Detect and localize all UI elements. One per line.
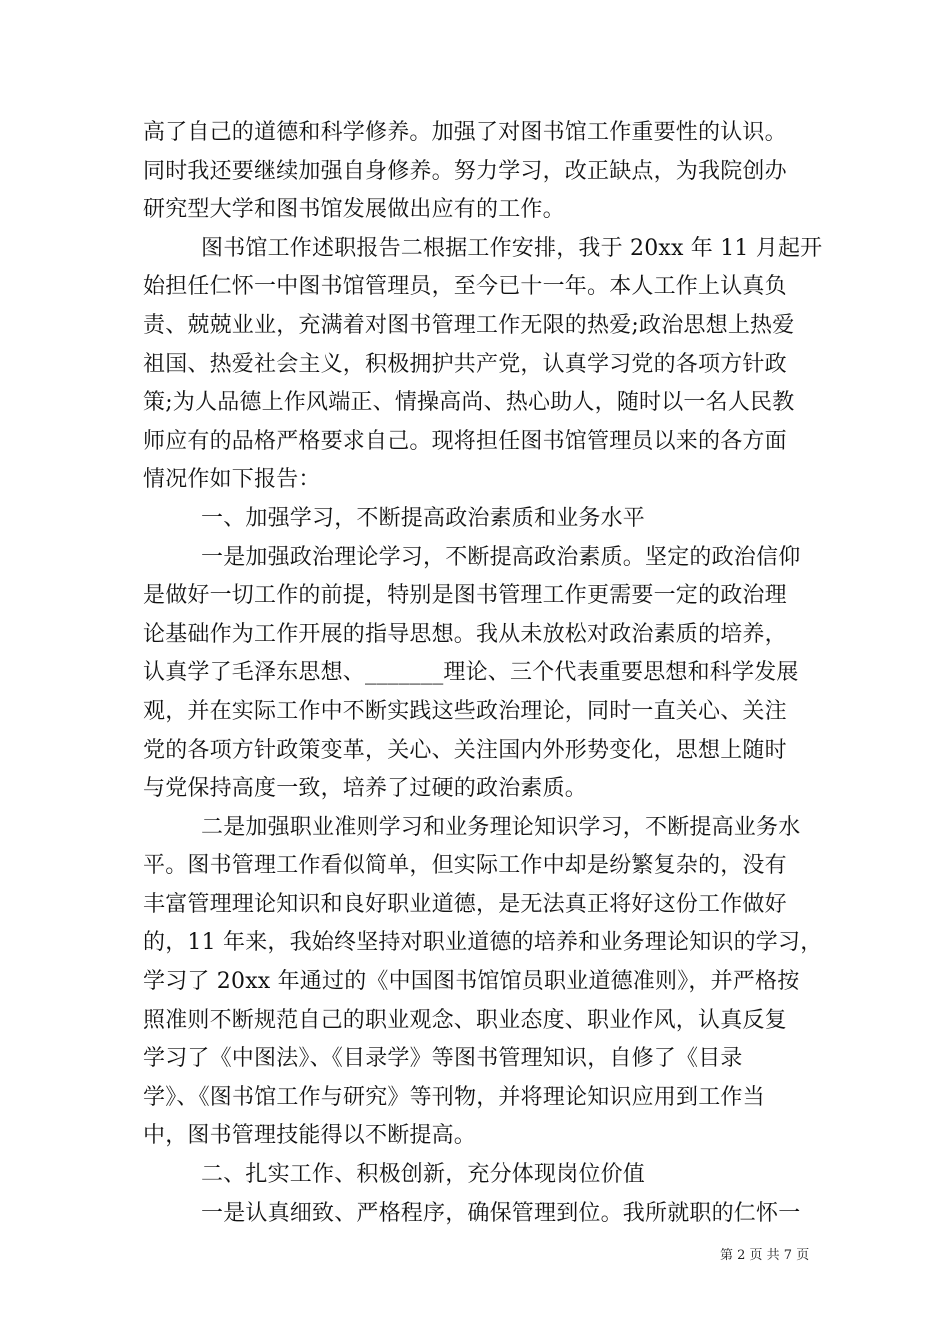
text-line: 学习了 20xx 年通过的《中国图书馆馆员职业道德准则》，并严格按 (143, 969, 800, 995)
paragraph-start: 图书馆工作述职报告二根据工作安排，我于 20xx 年 11 月起开 (201, 235, 823, 261)
text-line: 照准则不断规范自己的职业观念、职业态度、职业作风，认真反复 (143, 1007, 787, 1033)
text-line: 学习了《中图法》、《目录学》等图书管理知识，自修了《目录 (143, 1046, 743, 1072)
text-line: 情况作如下报告： (143, 467, 321, 493)
text-line: 丰富管理理论知识和良好职业道德，是无法真正将好这份工作做好 (143, 891, 787, 917)
document-body (143, 114, 823, 1233)
paragraph-start: 二是加强职业准则学习和业务理论知识学习，不断提高业务水 (201, 814, 801, 840)
text-line: 责、兢兢业业，充满着对图书管理工作无限的热爱;政治思想上热爱 (143, 312, 795, 338)
section-heading: 一、加强学习，不断提高政治素质和业务水平 (201, 505, 646, 531)
text-line: 是做好一切工作的前提，特别是图书管理工作更需要一定的政治理 (143, 583, 787, 609)
section-heading: 二、扎实工作、积极创新，充分体现岗位价值 (201, 1162, 646, 1188)
text-line: 祖国、热爱社会主义，积极拥护共产党，认真学习党的各项方针政 (143, 351, 787, 377)
text-line: 中，图书管理技能得以不断提高。 (143, 1123, 477, 1149)
text-line: 平。图书管理工作看似简单，但实际工作中却是纷繁复杂的，没有 (143, 853, 787, 879)
text-line: 论基础作为工作开展的指导思想。我从未放松对政治素质的培养， (143, 621, 787, 647)
text-line: 策;为人品德上作风端正、情操高尚、热心助人，随时以一名人民教 (143, 390, 795, 416)
text-line: 观，并在实际工作中不断实践这些政治理论，同时一直关心、关注 (143, 698, 787, 724)
text-line: 同时我还要继续加强自身修养。努力学习，改正缺点，为我院创办 (143, 158, 787, 184)
text-line: 党的各项方针政策变革，关心、关注国内外形势变化，思想上随时 (143, 737, 787, 763)
text-line: 高了自己的道德和科学修养。加强了对图书馆工作重要性的认识。 (143, 120, 787, 145)
text-line: 始担任仁怀一中图书馆管理员，至今已十一年。本人工作上认真负 (143, 274, 787, 300)
text-line: 研究型大学和图书馆发展做出应有的工作。 (143, 197, 565, 223)
paragraph-start: 一是认真细致、严格程序，确保管理到位。我所就职的仁怀一 (201, 1200, 801, 1226)
text-line: 师应有的品格严格要求自己。现将担任图书馆管理员以来的各方面 (143, 428, 787, 454)
paragraph-start: 一是加强政治理论学习，不断提高政治素质。坚定的政治信仰 (201, 544, 801, 570)
text-line: 认真学了毛泽东思想、_______理论、三个代表重要思想和科学发展 (143, 660, 799, 686)
text-line: 学》、《图书馆工作与研究》等刊物，并将理论知识应用到工作当 (143, 1084, 765, 1110)
text-line: 的，11 年来，我始终坚持对职业道德的培养和业务理论知识的学习， (143, 930, 823, 956)
page-number-footer: 第 2 页 共 7 页 (720, 1248, 810, 1263)
text-line: 与党保持高度一致，培养了过硬的政治素质。 (143, 776, 588, 802)
